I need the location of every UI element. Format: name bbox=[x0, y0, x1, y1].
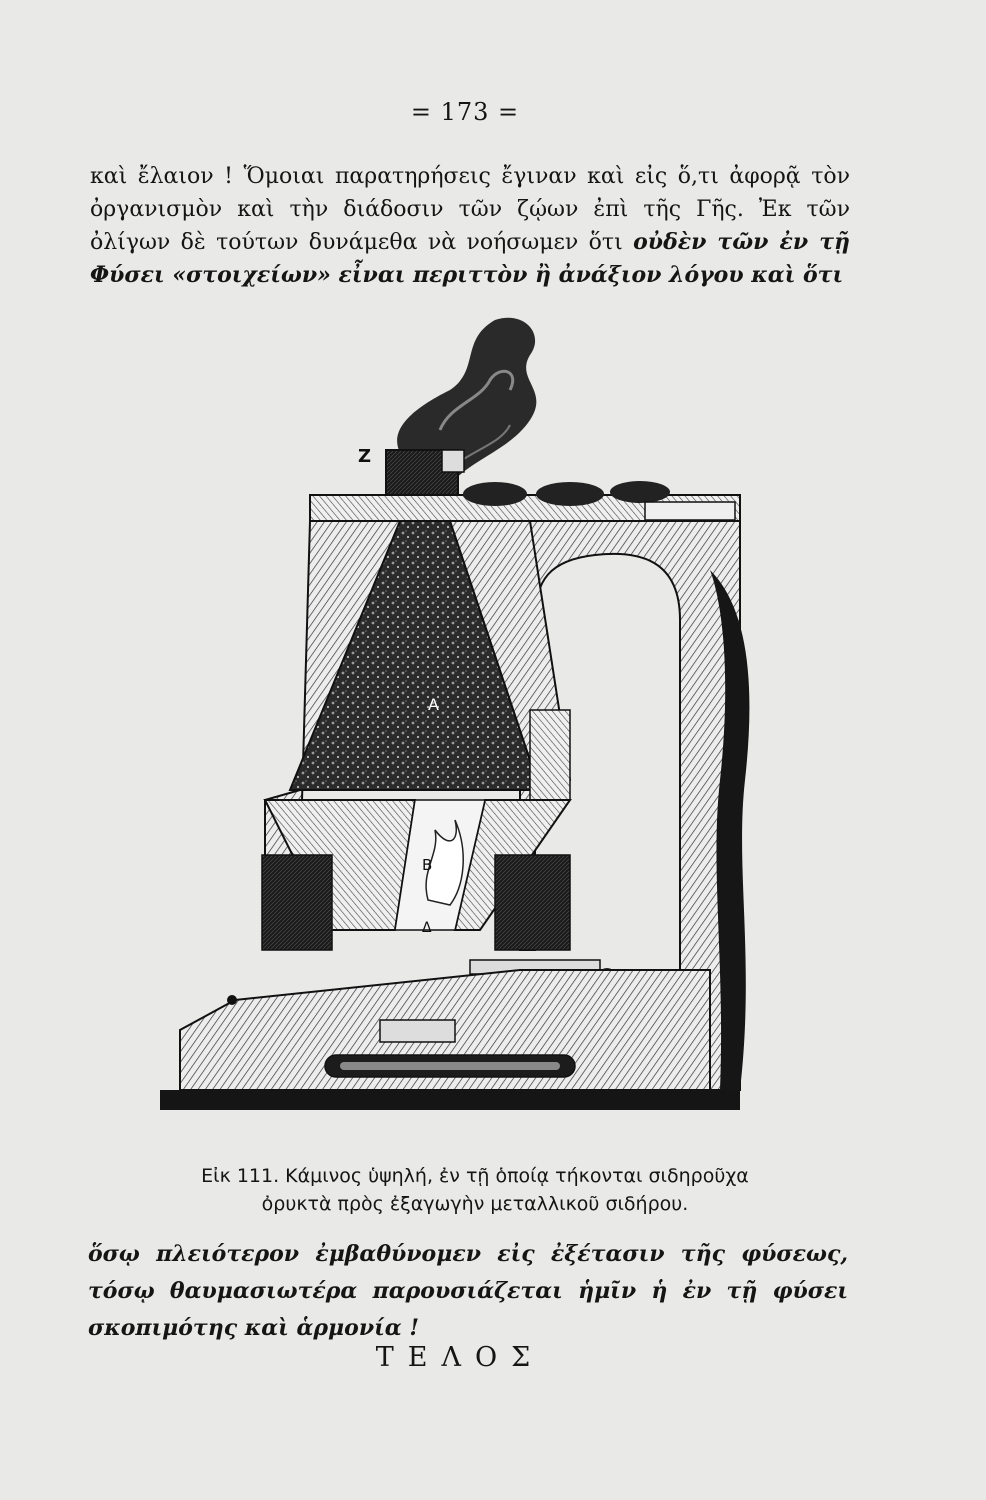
closing-paragraph: ὅσῳ πλειότερον ἐμβαθύνομεν εἰς ἐξέτασιν τῆς φύσεως, τόσῳ θαυμασιωτέρα παρουσιάζεται ἡμῖν ἡ ἐν τῇ φύσει σκοπιμότης καὶ ἁρμονία ! bbox=[88, 1241, 848, 1341]
caption-line-1: Εἰκ 111. Κάμινος ὑψηλή, ἐν τῇ ὁποίᾳ τήκονται σιδηροῦχα bbox=[201, 1165, 749, 1187]
intro-emphasis: οὐδὲν τῶν ἐν τῇ Φύσει «στοιχείων» εἶναι περιττὸν ἢ ἀνάξιον λόγου καὶ ὅτι bbox=[90, 229, 851, 288]
label-a: A bbox=[428, 695, 439, 714]
intro-text: καὶ ἔλαιον ! Ὅμοιαι παρατηρήσεις ἔγιναν καὶ εἰς ὅ,τι ἀφορᾷ τὸν ὀργανισμὸν καὶ τὴν διάδοσιν τῶν ζῴων ἐπὶ τῆς Γῆς. Ἐκ τῶν ὀλίγων δὲ τούτων δυνάμεθα νὰ νοήσωμεν ὅτι bbox=[90, 164, 850, 255]
figure-caption bbox=[150, 1162, 800, 1218]
furnace-bosh bbox=[262, 800, 570, 950]
top-platform bbox=[310, 481, 740, 521]
label-b: B bbox=[422, 856, 433, 874]
blast-furnace-illustration bbox=[150, 310, 770, 1138]
label-z: Z bbox=[358, 446, 372, 467]
furnace-base bbox=[160, 970, 740, 1110]
label-d: Δ bbox=[422, 920, 432, 936]
the-end-heading: ΤΕΛΟΣ bbox=[375, 1342, 545, 1373]
caption-line-2: ὀρυκτὰ πρὸς ἐξαγωγὴν μεταλλικοῦ σιδήρου. bbox=[261, 1193, 689, 1215]
intro-paragraph bbox=[90, 160, 850, 292]
page-number: = 173 = bbox=[410, 98, 520, 126]
